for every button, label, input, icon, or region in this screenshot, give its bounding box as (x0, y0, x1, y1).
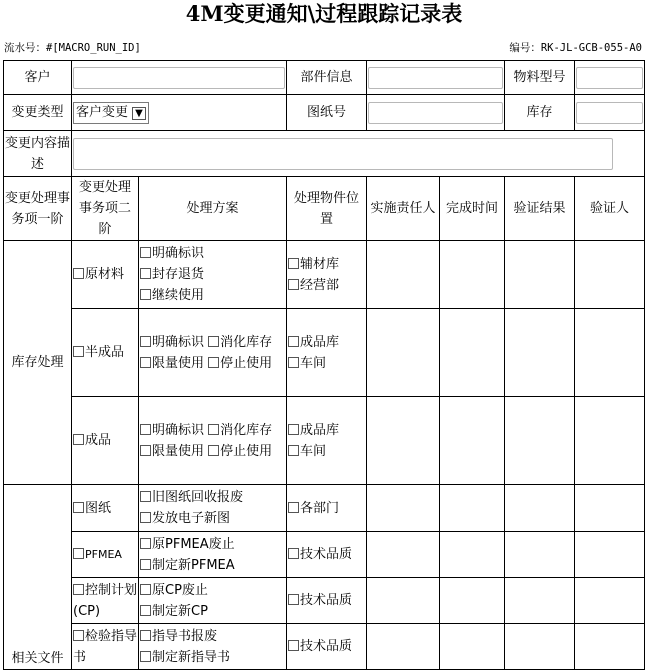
verifier-cell[interactable] (575, 532, 645, 578)
header-finish-time: 完成时间 (440, 177, 505, 241)
finish-time-cell[interactable] (440, 578, 505, 624)
change-content-label: 变更内容描述 (4, 131, 72, 177)
finish-time-cell[interactable] (440, 397, 505, 485)
change-type-select[interactable] (73, 102, 149, 124)
checkbox[interactable] (140, 491, 151, 502)
cp-label: 控制计划(CP) (73, 582, 138, 619)
checkbox[interactable] (140, 605, 151, 616)
pfmea-location-cell (287, 532, 367, 578)
finished-cell (72, 397, 139, 485)
plan-option: 发放电子新图 (152, 511, 231, 526)
verifier-cell[interactable] (575, 309, 645, 397)
cp-location-cell (287, 578, 367, 624)
verifier-cell[interactable] (575, 397, 645, 485)
owner-cell[interactable] (367, 624, 440, 670)
header-plan: 处理方案 (139, 177, 287, 241)
plan-option: 明确标识 (152, 422, 205, 438)
plan-option: 制定新CP (152, 603, 208, 619)
plan-option: 限量使用 (152, 443, 205, 459)
finished-label: 成品 (85, 433, 112, 448)
chevron-down-icon: ▼ (132, 107, 146, 120)
checkbox[interactable] (288, 640, 299, 651)
drawing-location-cell (287, 485, 367, 532)
location-option: 各部门 (300, 500, 340, 516)
checkbox[interactable] (208, 445, 219, 456)
material-model-label: 物料型号 (505, 61, 575, 95)
material-model-cell (575, 61, 645, 95)
drawing-checkbox[interactable] (73, 502, 84, 513)
checkbox[interactable] (288, 424, 299, 435)
raw-material-label: 原材料 (85, 267, 125, 282)
verify-result-cell[interactable] (505, 624, 575, 670)
change-content-input[interactable] (73, 138, 613, 170)
cp-cell (72, 578, 139, 624)
serial-value: #[MACRO_RUN_ID] (46, 42, 141, 54)
checkbox[interactable] (140, 630, 151, 641)
finished-checkbox[interactable] (73, 434, 84, 445)
header-owner: 实施责任人 (367, 177, 440, 241)
checkbox[interactable] (288, 279, 299, 290)
semi-locations-cell (287, 309, 367, 397)
location-option: 技术品质 (300, 639, 353, 654)
document-code (509, 40, 642, 55)
customer-cell (72, 61, 287, 95)
code-value: RK-JL-GCB-055-A0 (540, 42, 642, 54)
checkbox[interactable] (140, 357, 151, 368)
owner-cell[interactable] (367, 397, 440, 485)
checkbox[interactable] (288, 357, 299, 368)
checkbox[interactable] (140, 336, 151, 347)
part-info-label: 部件信息 (287, 61, 367, 95)
owner-cell[interactable] (367, 532, 440, 578)
checkbox[interactable] (140, 559, 151, 570)
plan-option: 指导书报废 (152, 628, 218, 644)
plan-option: 停止使用 (220, 355, 273, 371)
verify-result-cell[interactable] (505, 485, 575, 532)
verify-result-cell[interactable] (505, 532, 575, 578)
plan-option: 封存退货 (152, 267, 205, 282)
pfmea-cell (72, 532, 139, 578)
inspection-cell (72, 624, 139, 670)
verify-result-cell[interactable] (505, 578, 575, 624)
plan-option: 消化库存 (220, 422, 273, 438)
semi-finished-checkbox[interactable] (73, 346, 84, 357)
location-option: 成品库 (300, 334, 340, 350)
checkbox[interactable] (140, 512, 151, 523)
header-location: 处理物件位置 (287, 177, 367, 241)
location-option: 经营部 (300, 277, 340, 293)
raw-locations-cell (287, 241, 367, 309)
change-content-cell (72, 131, 645, 177)
verify-result-cell[interactable] (505, 241, 575, 309)
header-verifier: 验证人 (575, 177, 645, 241)
finish-time-cell[interactable] (440, 309, 505, 397)
plan-option: 原CP废止 (152, 582, 208, 598)
drawing-no-input[interactable] (368, 102, 503, 124)
checkbox[interactable] (208, 357, 219, 368)
drawing-plans-cell (139, 485, 287, 532)
cp-plans-cell (139, 578, 287, 624)
checkbox[interactable] (288, 258, 299, 269)
drawing-no-cell (367, 95, 505, 131)
checkbox[interactable] (288, 445, 299, 456)
semi-finished-cell (72, 309, 139, 397)
stock-cell (575, 95, 645, 131)
verifier-cell[interactable] (575, 578, 645, 624)
plan-option: 明确标识 (152, 246, 205, 261)
plan-option: 限量使用 (152, 355, 205, 371)
checkbox[interactable] (140, 445, 151, 456)
checkbox[interactable] (208, 424, 219, 435)
header-stage1: 变更处理事务项一阶 (4, 177, 72, 241)
serial-number (4, 40, 141, 55)
drawing-no-label: 图纸号 (287, 95, 367, 131)
plan-option: 明确标识 (152, 334, 205, 350)
raw-material-cell (72, 241, 139, 309)
checkbox[interactable] (140, 247, 151, 258)
checkbox[interactable] (288, 548, 299, 559)
drawing-label: 图纸 (85, 500, 112, 516)
change-record-table (3, 60, 645, 670)
change-type-value: 客户变更 (76, 104, 129, 120)
inventory-label: 库存处理 (4, 241, 72, 485)
finish-time-cell[interactable] (440, 241, 505, 309)
location-option: 成品库 (300, 422, 340, 438)
plan-option: 消化库存 (220, 334, 273, 350)
verify-result-cell[interactable] (505, 309, 575, 397)
owner-cell[interactable] (367, 578, 440, 624)
raw-material-checkbox[interactable] (73, 268, 84, 279)
owner-cell[interactable] (367, 241, 440, 309)
pfmea-checkbox[interactable] (73, 548, 84, 559)
finish-time-cell[interactable] (440, 624, 505, 670)
location-option: 辅材库 (300, 256, 340, 272)
customer-input[interactable] (73, 67, 285, 89)
checkbox[interactable] (288, 594, 299, 605)
change-type-label: 变更类型 (4, 95, 72, 131)
stock-input[interactable] (576, 102, 643, 124)
plan-option: 原PFMEA废止 (152, 536, 235, 552)
raw-plans-cell (139, 241, 287, 309)
pfmea-plans-cell (139, 532, 287, 578)
finish-time-cell[interactable] (440, 532, 505, 578)
part-info-cell (367, 61, 505, 95)
code-label: 编号： (509, 42, 541, 54)
inspection-label: 检验指导书 (73, 628, 138, 665)
verifier-cell[interactable] (575, 241, 645, 309)
stock-label: 库存 (505, 95, 575, 131)
checkbox[interactable] (288, 502, 299, 513)
location-option: 车间 (300, 355, 327, 371)
customer-label: 客户 (4, 61, 72, 95)
material-model-input[interactable] (576, 67, 643, 89)
cp-checkbox[interactable] (73, 584, 84, 595)
plan-option: 制定新PFMEA (152, 557, 235, 573)
change-type-cell (72, 95, 287, 131)
inspection-plans-cell (139, 624, 287, 670)
header-verify-result: 验证结果 (505, 177, 575, 241)
drawing-cell (72, 485, 139, 532)
checkbox[interactable] (208, 336, 219, 347)
plan-option: 旧图纸回收报废 (152, 490, 244, 505)
verifier-cell[interactable] (575, 624, 645, 670)
checkbox[interactable] (288, 336, 299, 347)
verifier-cell[interactable] (575, 485, 645, 532)
related-docs-label: 相关文件 (4, 485, 72, 670)
plan-option: 制定新指导书 (152, 649, 231, 665)
part-info-input[interactable] (368, 67, 503, 89)
checkbox[interactable] (140, 424, 151, 435)
checkbox[interactable] (140, 584, 151, 595)
finished-locations-cell (287, 397, 367, 485)
page-title: 4M变更通知\过程跟踪记录表 (185, 1, 463, 26)
plan-option: 停止使用 (220, 443, 273, 459)
inspection-location-cell (287, 624, 367, 670)
inspection-checkbox[interactable] (73, 630, 84, 641)
plan-option: 继续使用 (152, 288, 205, 303)
serial-label: 流水号： (4, 42, 46, 54)
verify-result-cell[interactable] (505, 397, 575, 485)
owner-cell[interactable] (367, 309, 440, 397)
semi-plans-cell (139, 309, 287, 397)
owner-cell[interactable] (367, 485, 440, 532)
pfmea-label: PFMEA (85, 548, 122, 561)
header-stage2: 变更处理事务项二阶 (72, 177, 139, 241)
location-option: 技术品质 (300, 547, 353, 562)
finished-plans-cell (139, 397, 287, 485)
checkbox[interactable] (140, 268, 151, 279)
checkbox[interactable] (140, 289, 151, 300)
finish-time-cell[interactable] (440, 485, 505, 532)
location-option: 车间 (300, 443, 327, 459)
semi-finished-label: 半成品 (85, 345, 125, 360)
location-option: 技术品质 (300, 593, 353, 608)
checkbox[interactable] (140, 538, 151, 549)
